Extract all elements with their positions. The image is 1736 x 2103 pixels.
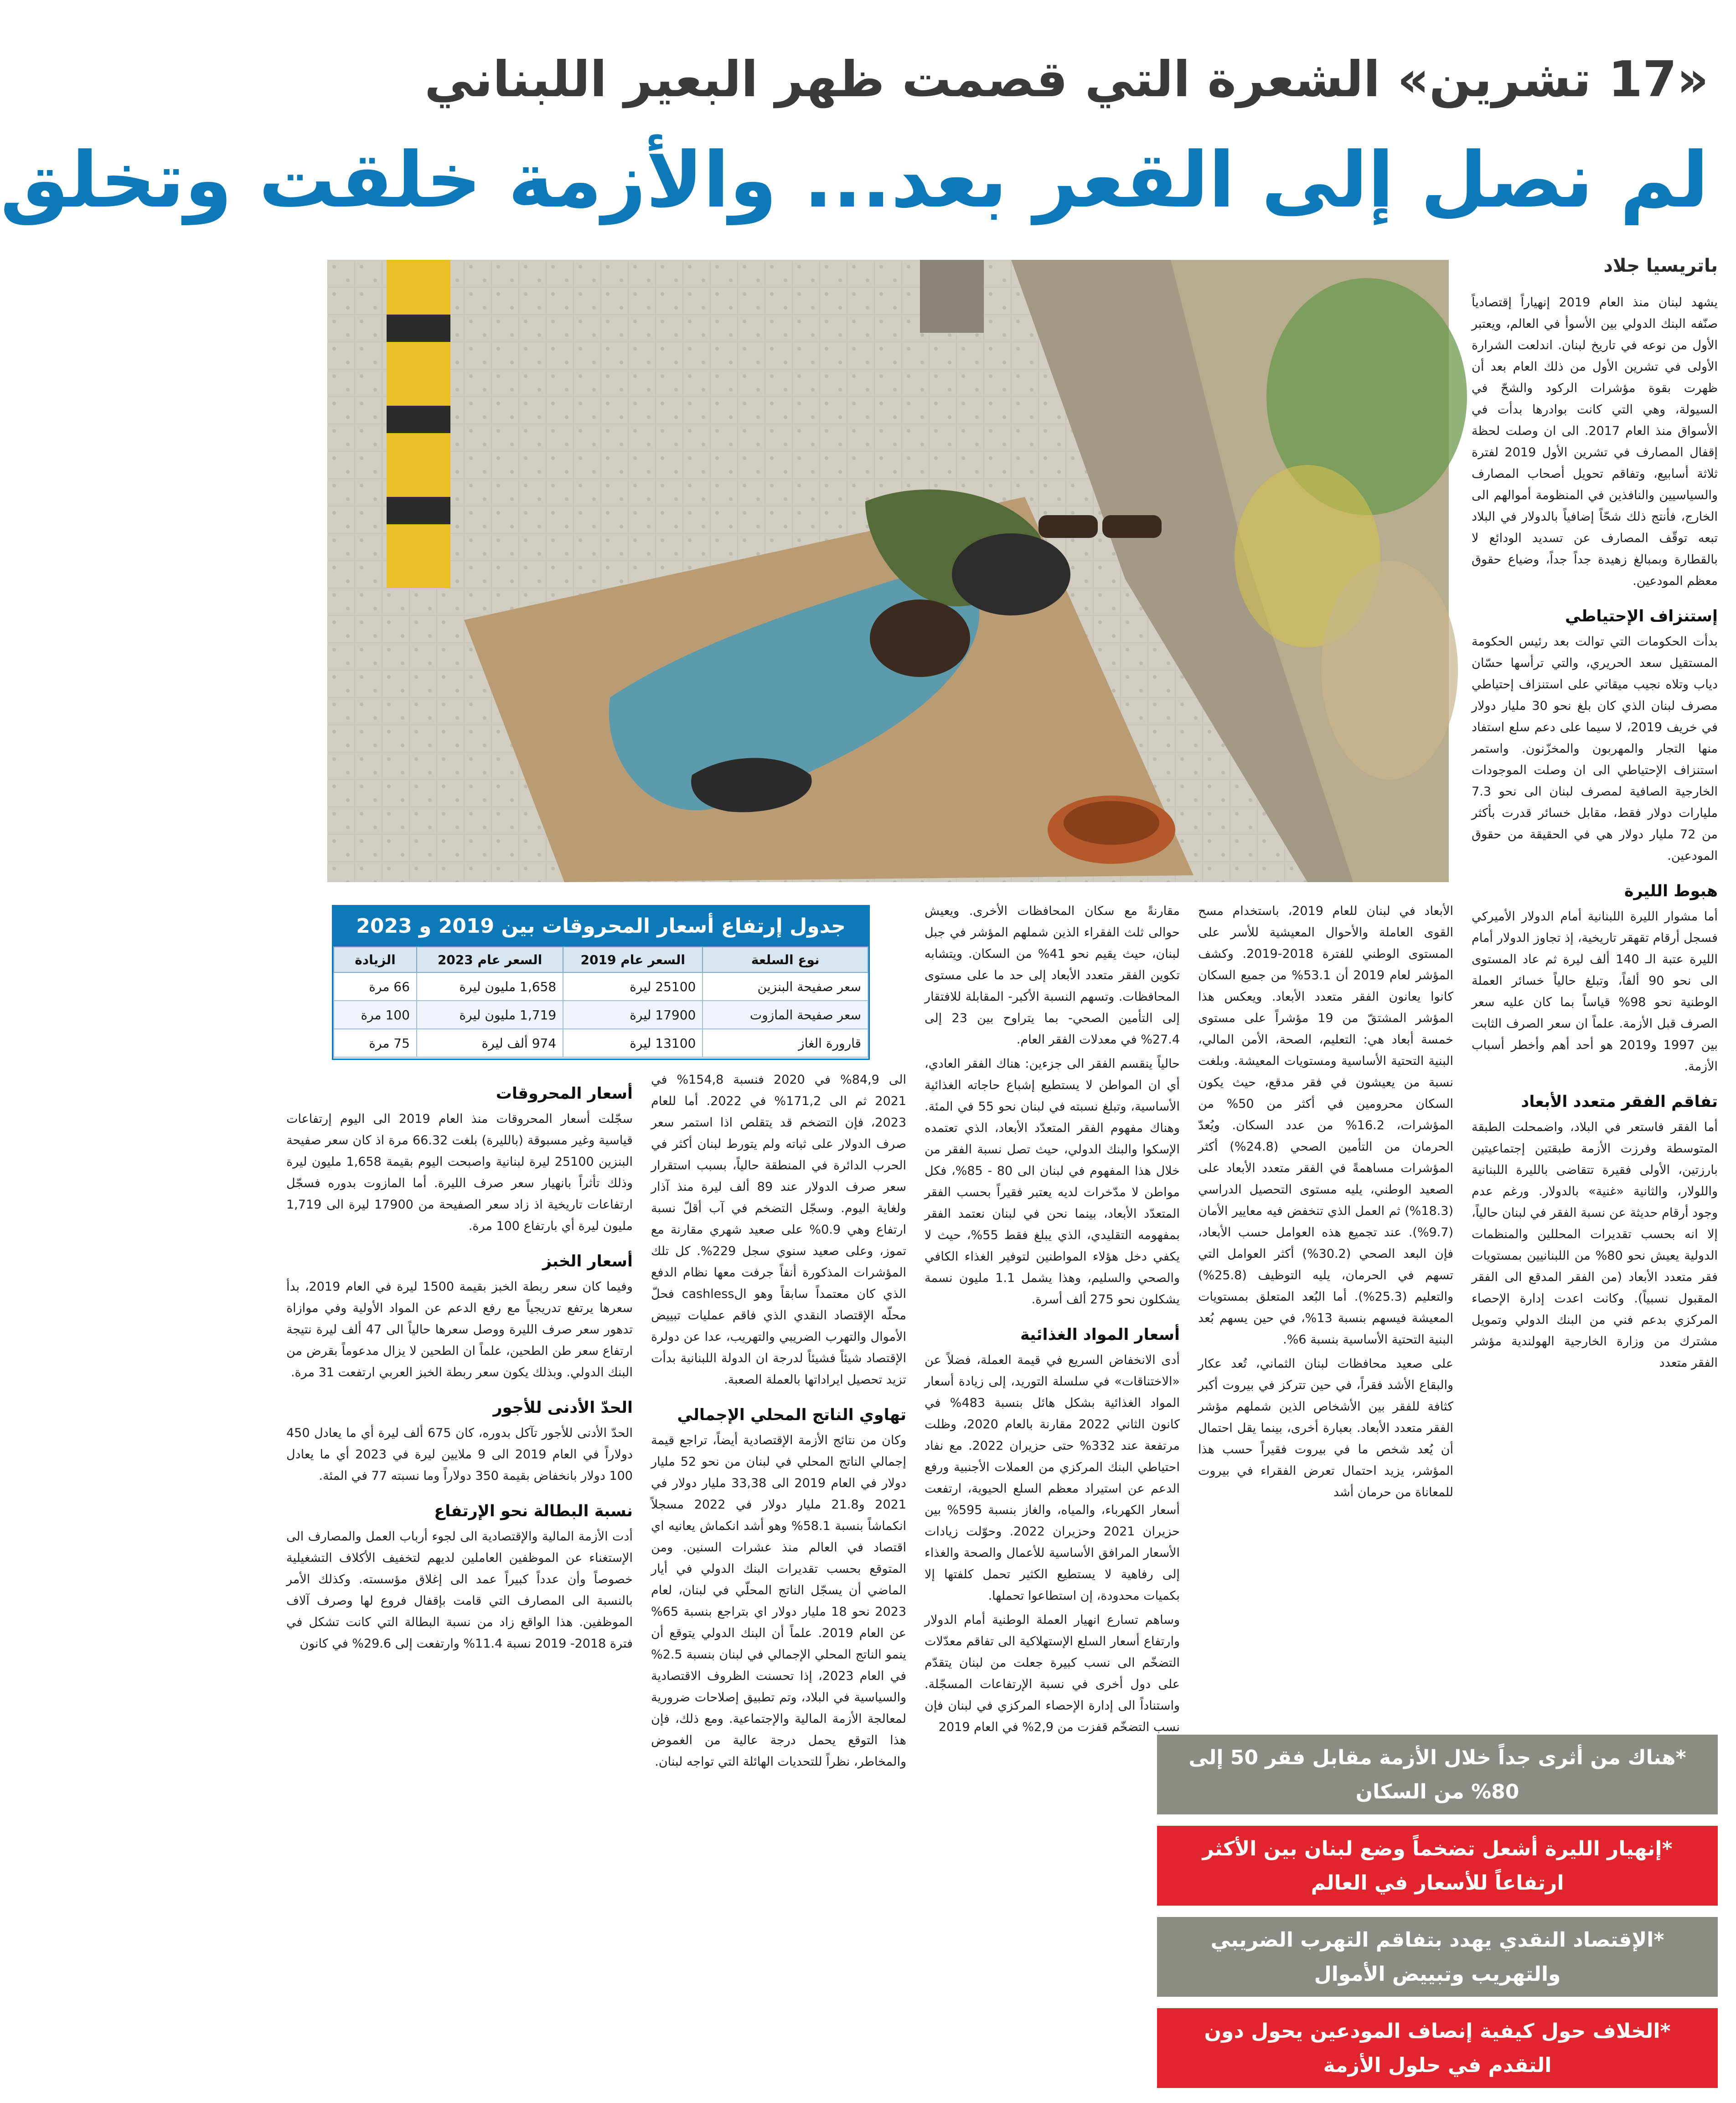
table-cell: 17900 ليرة: [563, 1001, 703, 1029]
section-heading: نسبة البطالة نحو الإرتفاع: [434, 1502, 633, 1520]
table-header-row: [334, 947, 868, 972]
article-byline: باتريسيا جلاد: [1603, 255, 1718, 276]
callout-box: [1157, 1826, 1718, 1906]
paragraph: على صعيد محافظات لبنان الثماني، تُعد عكار والبقاع الأشد فقراً، في حين تتركز في بيروت أكبر كثافة للفقر بين الأشخاص الذين شملهم مؤشر الفقر متعدد الأبعاد. بعبارة أخرى، بينما يقل احتمال أن يُعد شخص ما في بيروت فقيراً حسب هذا المؤشر، يزيد احتمال تعرض الفقراء في بيروت للمعاناة من حرمان أشد: [1198, 1357, 1453, 1499]
article-column-3: [925, 900, 1180, 2086]
paragraph: الأبعاد في لبنان للعام 2019، باستخدام مسح القوى العاملة والأحوال المعيشية للأسر على المستوى الوطني للفترة 2018-2019. وكشف المؤشر لعام 2019 أن 53.1% من جميع السكان كانوا يعانون الفقر متعدد الأبعاد. ويعكس هذا المؤشر المشتقّ من 19 مؤشراً على مستوى خمسة أبعاد هي: التعليم، الصحة، الأمن المالي، البنية التحتية الأساسية ومستويات المعيشة. وبلغت نسبة من يعيشون في فقر مدقع، حيث يكون السكان محرومين في أكثر من 50% من المؤشرات، 16.2% من عدد السكان. ويُعدّ الحرمان من التأمين الصحي (24.8%) أكثر المؤشرات مساهمةً في الفقر متعدد الأبعاد على الصعيد الوطني، يليه مستوى التحصيل الدراسي (18.3%) ثم العمل الذي تنخفض فيه معايير الأمان (9.7%). عند تجميع هذه العوامل حسب الأبعاد، فإن البعد الصحي (30.2%) أكثر العوامل التي تسهم في الحرمان، يليه التوظيف (25.8%) والتعليم (25.3%). أما البُعد المتعلق بمستويات المعيشة فيسهم بنسبة 13%، في حين يسهم بُعد البنية التحتية الأساسية بنسبة 6%.: [1198, 904, 1454, 1347]
section-heading: أسعار المواد الغذائية: [1020, 1326, 1180, 1344]
callout-text: *الخلاف حول كيفية إنصاف المودعين يحول دون التقدم في حلول الأزمة: [1204, 2019, 1671, 2077]
paragraph: الحدّ الأدنى للأجور تآكل بدوره، كان 675 ألف ليرة أي ما يعادل 450 دولاراً في العام 2019 الى 9 ملايين ليرة في 2023 أي ما يعادل 100 دولار بانخفاض بقيمة 350 دولاراً وما نسبته 77 في المئة.: [286, 1426, 633, 1483]
paragraph: أدت الأزمة المالية والإقتصادية الى لجوء أرباب العمل والمصارف الى الإستغناء عن الموظفين العاملين لديهم لتخفيف الأكلاف التشغيلية خصوصاً وأن عدداً كبيراً عمد الى إغلاق مؤسسته. وكذلك الأمر بالنسبة الى المصارف التي قامت بإقفال فروع لها وصرف آلاف الموظفين. هذا الواقع زاد من نسبة البطالة التي كانت تشكل في فترة 2018- 2019 نسبة 11.4% وارتفعت إلى 29.6% في كانون: [286, 1529, 633, 1651]
article-column-2: [1198, 900, 1453, 1739]
table-row: [334, 1001, 868, 1029]
table-cell: 75 مرة: [334, 1029, 417, 1057]
table-cell: قارورة الغاز: [703, 1029, 868, 1057]
table-cell: سعر صفيحة البنزين: [703, 972, 868, 1001]
paragraph: مقارنةً مع سكان المحافظات الأخرى. ويعيش حوالى ثلث الفقراء الذين شملهم المؤشر في جبل لبنان، حيث يقيم نحو 41% من السكان. ويتشابه تكوين الفقر متعدد الأبعاد إلى حد ما على مستوى المحافظات. وتسهم النسبة الأكبر- المقابلة للافتقار إلى التأمين الصحي- بما يتراوح بين 23 إلى 27.4% في معدلات الفقر العام.: [925, 904, 1180, 1047]
article-kicker: «17 تشرين» الشعرة التي قصمت ظهر البعير اللبناني: [424, 51, 1709, 108]
table-row: [334, 972, 868, 1001]
section-heading: إستنزاف الإحتياطي: [1565, 607, 1718, 625]
paragraph: أما مشوار الليرة اللبنانية أمام الدولار الأميركي فسجل أرقام تقهقر تاريخية، إذ تجاوز الدولار أمام الليرة عتبة الـ 140 ألف ليرة ثم عاد المستوى الى نحو 90 ألفاً، وتبلغ حالياً خسائر العملة الوطنية نحو 98% قياساً بما كان عليه سعر الصرف قبل الأزمة. علماً ان سعر الصرف الثابت بين 1997 و2019 هو أحد أهم وأخطر أسباب الأزمة.: [1472, 909, 1718, 1074]
article-column-1: [1472, 292, 1718, 1707]
article-column-4: [651, 1069, 906, 1773]
boy-sleeping-on-sidewalk-illustration: [327, 260, 1449, 882]
paragraph: بدأت الحكومات التي توالت بعد رئيس الحكومة المستقيل سعد الحريري، والتي ترأسها حسّان دياب وتلاه نجيب ميقاتي على استنزاف إحتياطي مصرف لبنان الذي كان بلغ نحو 30 مليار دولار في خريف 2019، لا سيما على دعم سلع استفاد منها التجار والمهربون والمخزّنون. واستمر استنزاف الإحتياطي الى ان وصلت الموجودات الخارجية الصافية لمصرف لبنان الى نحو 7.3 مليارات دولار فقط، مقابل خسائر قدرت بأكثر من 72 مليار دولار هي في الحقيقة من حقوق المودعين.: [1472, 635, 1718, 863]
section-heading: تهاوي الناتج المحلي الإجمالي: [677, 1406, 906, 1424]
table-cell: 100 مرة: [334, 1001, 417, 1029]
table-row: [334, 1029, 868, 1057]
table-cell: 974 ألف ليرة: [417, 1029, 563, 1057]
table-cell: 66 مرة: [334, 972, 417, 1001]
section-heading: تفاقم الفقر متعدد الأبعاد: [1521, 1093, 1718, 1111]
table-header-cell: السعر عام 2019: [563, 947, 703, 972]
section-heading: هبوط الليرة: [1624, 882, 1718, 900]
paragraph: أدى الانخفاض السريع في قيمة العملة، فضلاً عن «الاختناقات» في سلسلة التوريد، إلى زيادة أسعار المواد الغذائية بشكل هائل بنسبة 483% في كانون الثاني 2022 مقارنة بالعام 2020، وظلت مرتفعة عند 332% حتى حزيران 2022. مع نفاد احتياطي البنك المركزي من العملات الأجنبية ورفع الدعم عن استيراد معظم السلع الحيوية، ارتفعت أسعار الكهرباء، والمياه، والغاز بنسبة 595% بين حزيران 2021 وحزيران 2022. وحوّلت زيادات الأسعار المرافق الأساسية للأعمال والصحة والغذاء إلى رفاهية لا يستطيع الكثير تحمل كلفتها إلا بكميات محدودة، إن استطاعوا تحملها.: [925, 1353, 1180, 1603]
callout-box: [1157, 2008, 1718, 2088]
callout-text: *هناك من أثرى جداً خلال الأزمة مقابل فقر 50 إلى 80% من السكان: [1188, 1746, 1686, 1803]
table-cell: 25100 ليرة: [563, 972, 703, 1001]
table-cell: 1,658 مليون ليرة: [417, 972, 563, 1001]
paragraph: وساهم تسارع انهيار العملة الوطنية أمام الدولار وارتفاع أسعار السلع الإستهلاكية الى تفاقم معدّلات التضخّم الى نسب كبيرة جعلت من لبنان يتقدّم على دول أخرى في نسبة الإرتفاعات المسجّلة. واستناداً الى إدارة الإحصاء المركزي في لبنان فإن نسب التضخّم قفزت من 2,9% في العام 2019: [925, 1613, 1180, 1734]
paragraph: حالياً ينقسم الفقر الى جزءين: هناك الفقر العادي، أي ان المواطن لا يستطيع إشباع حاجاته الغذائية الأساسية، وتبلغ نسبته في لبنان نحو 55 في المئة. وهناك مفهوم الفقر المتعدّد الأبعاد، الذي تعتمده الإسكوا والبنك الدولي، حيث تصل نسبة الفقر من خلال هذا المفهوم في لبنان الى 80 - 85%، فكل مواطن لا مدّخرات لديه يعتبر فقيراً بحسب الفقر المتعدّد الأبعاد، بينما نحن في لبنان نعتمد الفقر بمفهومه التقليدي، الذي يبلغ فقط 55%، حيث لا يكفي دخل هؤلاء المواطنين لتوفير الغذاء الكافي والصحي والسليم، وهذا يشمل 1.1 مليون نسمة يشكلون نحو 275 ألف أسرة.: [925, 1057, 1180, 1307]
paragraph: وفيما كان سعر ربطة الخبز بقيمة 1500 ليرة في العام 2019، بدأ سعرها يرتفع تدريجياً مع رفع الدعم عن المواد الأولية وفي موازاة تدهور سعر صرف الليرة ووصل سعرها حالياً الى 47 ألف ليرة نتيجة ارتفاع سعر طن الطحين، علماً ان الطحين لا يزال مدعوماً بقرض من البنك الدولي. وبذلك يكون سعر ربطة الخبز العربي ارتفعت 31 مرة.: [286, 1280, 633, 1380]
table-cell: 1,719 مليون ليرة: [417, 1001, 563, 1029]
section-heading: الحدّ الأدنى للأجور: [493, 1399, 633, 1417]
fuel-table-grid: [333, 946, 868, 1058]
section-heading: أسعار الخبز: [542, 1252, 633, 1271]
fuel-table-title: جدول إرتفاع أسعار المحروقات بين 2019 و 2023: [333, 906, 868, 946]
table-header-cell: نوع السلعة: [703, 947, 868, 972]
callout-box: [1157, 1917, 1718, 1997]
paragraph: يشهد لبنان منذ العام 2019 إنهياراً إقتصادياً صنّفه البنك الدولي بين الأسوأ في العالم، ويعتبر الأول من نوعه في تاريخ لبنان. اندلعت الشرارة الأولى في تشرين الأول من ذلك العام بعد أن ظهرت بقوة مؤشرات الركود والشحّ في السيولة، وهي التي كانت بوادرها بدأت في الأسواق منذ العام 2017. الى ان وصلت لحظة إقفال المصارف في تشرين الأول 2019 لفترة ثلاثة أسابيع، وتفاقم تحويل أصحاب المصارف والسياسيين والنافذين في المنظومة أموالهم الى الخارج، فأنتج ذلك شحّاً إضافياً بالدولار في البلاد تبعه توقّف المصارف عن تسديد الودائع لا بالقطارة وبمبالغ زهيدة جداً جداً، وضياع حقوق معظم المودعين.: [1472, 295, 1718, 588]
callout-text: *الإقتصاد النقدي يهدد بتفاقم التهرب الضريبي والتهريب وتبييض الأموال: [1210, 1928, 1664, 1986]
paragraph: الى 84,9% في 2020 فنسبة 154,8% في 2021 ثم الى 171,2% في 2022. أما للعام 2023، فإن التضخم قد يتقلص اذا استمر سعر صرف الدولار على ثباته ولم يتورط لبنان أكثر في الحرب الدائرة في المنطقة حالياً، بسبب استقرار سعر صرف الدولار عند 89 ألف ليرة منذ آذار ولغاية اليوم. وسجّل التضخم في آب أقلّ نسبة ارتفاع وهي 0.9% على صعيد شهري مقارنة مع تموز، وعلى صعيد سنوي سجل 229%. كل تلك المؤشرات المذكورة أنفاً جرفت معها نظام الدفع الذي كان معتمداً سابقاً وهو الcashless فحلّ محلّه الإقتصاد النقدي الذي فاقم عمليات تبييض الأموال والتهرب الضريبي والتهريب، عدا عن دولرة الإقتصاد شيئاً فشيئاً لدرجة ان الدولة اللبنانية بدأت تزيد تحصيل ايراداتها بالعملة الصعبة.: [651, 1073, 907, 1387]
table-cell: 13100 ليرة: [563, 1029, 703, 1057]
table-header-cell: السعر عام 2023: [417, 947, 563, 972]
article-column-5: [286, 1069, 633, 2086]
paragraph: وكان من نتائج الأزمة الإقتصادية أيضاً، تراجع قيمة إجمالي الناتج المحلي في لبنان من نحو 52 مليار دولار في العام 2019 الى 33,38 مليار دولار في 2021 و21.8 مليار دولار في 2022 مسجلاً انكماشاً بنسبة 58.1% وهو أشد انكماش يعانيه اي اقتصاد في العالم منذ عشرات السنين. ومن المتوقع بحسب تقديرات البنك الدولي في أيار الماضي أن يسجّل الناتج المحلّي في لبنان، لعام 2023 نحو 18 مليار دولار اي بتراجع بنسبة 65% عن العام 2019. علماً أن البنك الدولي يتوقع أن ينمو الناتج المحلي الإجمالي في لبنان بنسبة 2.5% في العام 2023، إذا تحسنت الظروف الاقتصادية والسياسية في البلاد، وتم تطبيق إصلاحات ضرورية لمعالجة الأزمة المالية والإجتماعية. ومع ذلك، فإن هذا التوقع يحمل درجة عالية من الغموض والمخاطر، نظراً للتحديات الهائلة التي تواجه لبنان.: [651, 1433, 907, 1769]
article-photo: [327, 260, 1449, 882]
section-heading: أسعار المحروقات: [496, 1085, 633, 1103]
table-header-cell: الزيادة: [334, 947, 417, 972]
table-cell: سعر صفيحة المازوت: [703, 1001, 868, 1029]
callout-box: [1157, 1735, 1718, 1814]
article-headline: لم نصل إلى القعر بعد... والأزمة خلقت وتخلق: [0, 135, 1709, 225]
fuel-prices-table: [332, 905, 870, 1060]
paragraph: أما الفقر فاستعر في البلاد، واضمحلت الطبقة المتوسطة وفرزت الأزمة طبقتين إجتماعيتين بارزتين، الأولى فقيرة تتقاضى بالليرة اللبنانية واللولار، والثانية «غنية» بالدولار. ورغم عدم وجود أرقام حديثة عن نسبة الفقر في لبنان حالياً، إلا انه بحسب تقديرات المحللين والمنظمات الدولية يعيش نحو 80% من اللبنانيين بمستويات فقر متعدد الأبعاد (من الفقر المدقع الى الفقر المقبول نسبياً). وكانت اعدت إدارة الإحصاء المركزي بدعم فني من البنك الدولي وتمويل مشترك من وزارة الخارجية الهولندية مؤشر الفقر متعدد: [1472, 1120, 1718, 1370]
paragraph: سجّلت أسعار المحروقات منذ العام 2019 الى اليوم إرتفاعات قياسية وغير مسبوقة (بالليرة) بلغت 66.32 مرة اذ كان سعر صفيحة البنزين 25100 ليرة لبنانية واصبحت اليوم بقيمة 1,658 مليون ليرة وذلك تأثراً بانهيار سعر صرف الليرة. أما المازوت بدوره فسجّل ارتفاعات تاريخية اذ زاد سعر الصفيحة من 17900 ليرة الى 1,719 مليون ليرة أي بارتفاع 100 مرة.: [286, 1112, 633, 1233]
callout-text: *إنهيار الليرة أشعل تضخماً وضع لبنان بين الأكثر ارتفاعاً للأسعار في العالم: [1202, 1837, 1673, 1895]
